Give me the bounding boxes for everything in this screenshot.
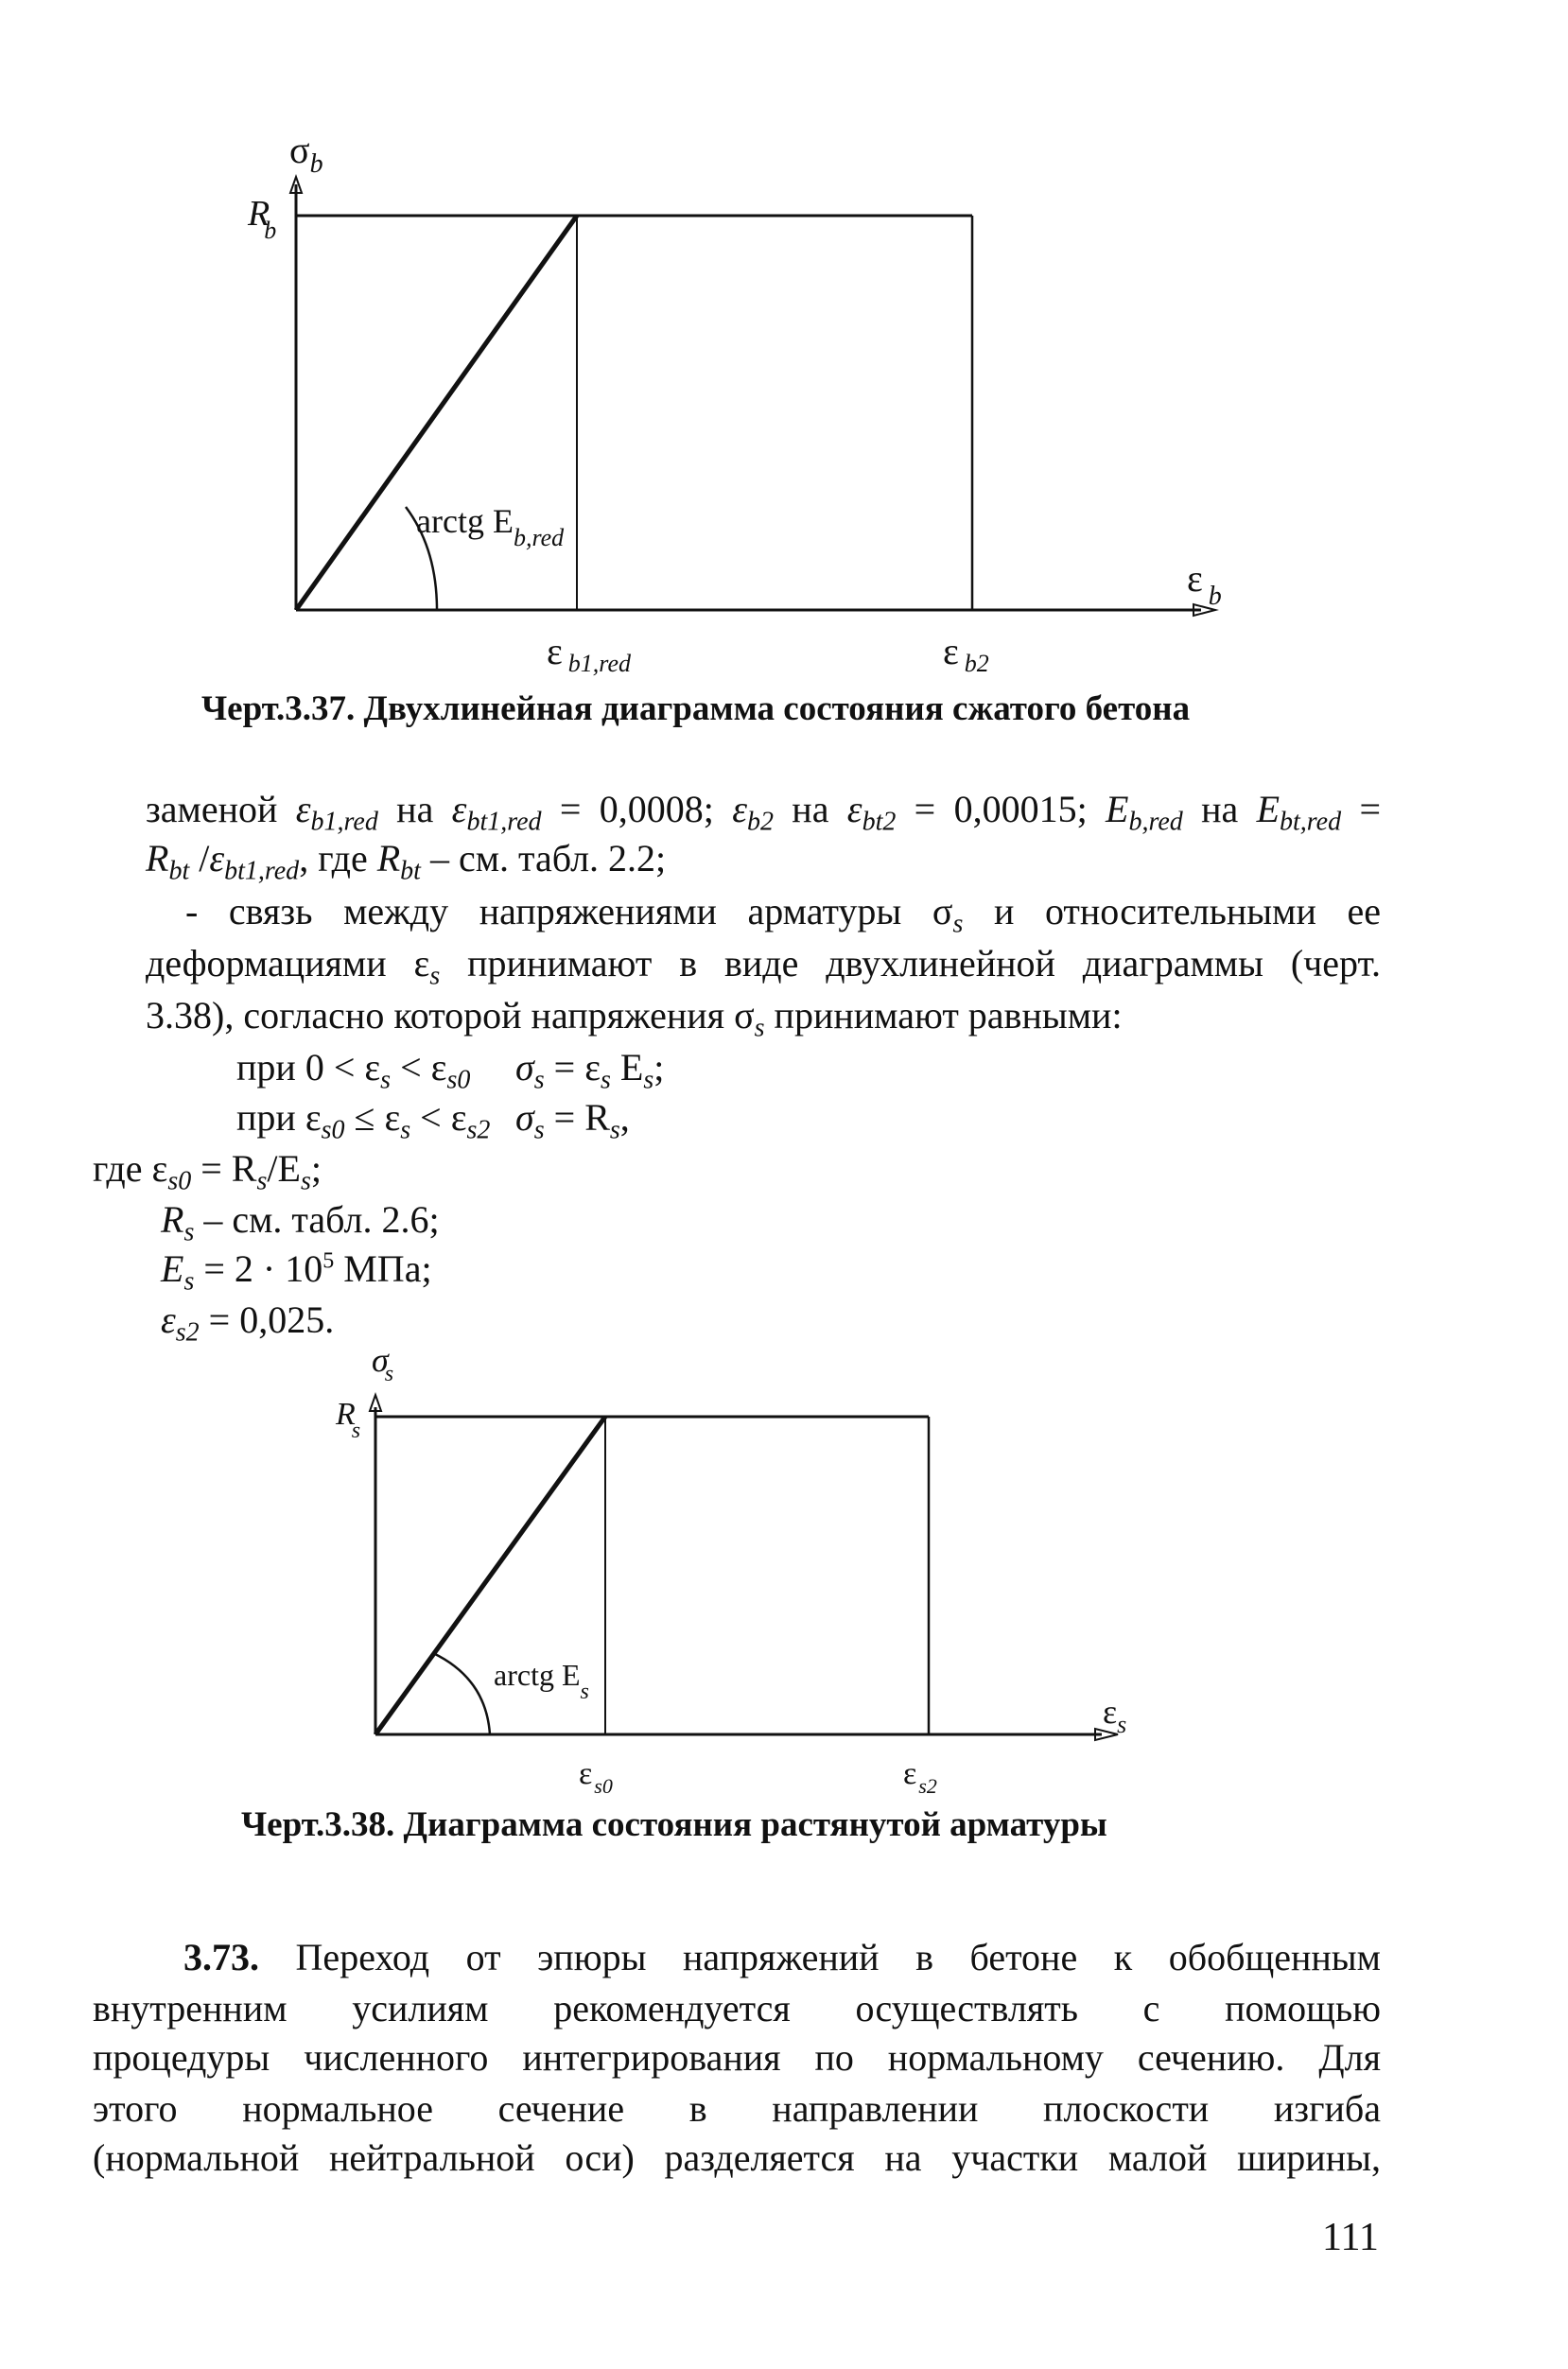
text-line: заменой $\varepsilon_{b1,red}$ на $\varepsilon_{bt1,red} = 0,0008$; $\varepsilon_{b2}$ на $\varepsilon_{bt2} = 0,00015$; $E_{b,red}$ на $E_{bt,red}$ =: [146, 788, 1382, 837]
x-tick-eb1red: ε $_{b1,red}$: [547, 630, 631, 677]
text-line: деформациями $\varepsilon_s$ принимают в виде двухлинейной диаграммы (черт.: [146, 942, 1381, 991]
page-number: 111: [1322, 2216, 1379, 2259]
formula-line: $\varepsilon_{s2} = 0,025$.: [161, 1298, 335, 1348]
formula-line: $R_s$ – см. табл. 2.6;: [161, 1198, 440, 1247]
x-tick-es0: $\varepsilon_{s0}$: [579, 1756, 613, 1797]
text-line: 3.73. Переход от эпюры напряжений в бетоне к обобщенным: [183, 1936, 1381, 1978]
formula-line: $\sigma_s = R_s$,: [515, 1096, 630, 1145]
text-line: этого нормальное сечение в направлении плоскости изгиба: [93, 2087, 1381, 2130]
formula-line: при $0 < \varepsilon_s < \varepsilon_{s0}$: [236, 1046, 471, 1095]
angle-label: arctg $E_s$: [494, 1658, 589, 1704]
formula-line: $\sigma_s = \varepsilon_s$ $E_s$;: [515, 1046, 665, 1095]
y-level-label: Rb: [248, 194, 277, 244]
text-line: $R_{bt}$ $/\varepsilon_{bt1,red}$, где $R_{bt}$ – см. табл. 2.2;: [146, 837, 667, 886]
formula-line: при $\varepsilon_{s0} \le \varepsilon_s < \varepsilon_{s2}$: [236, 1096, 491, 1145]
x-tick-eb2: ε $_{b2}$: [943, 630, 989, 677]
section-number: 3.73.: [183, 1936, 259, 1978]
formula-line: где $\varepsilon_{s0} = R_s/E_s$;: [93, 1147, 322, 1196]
text-line: (нормальной нейтральной оси) разделяется на участки малой ширины,: [93, 2136, 1381, 2179]
text-line: 3.38), согласно которой напряжения $\sigma_s$ принимают равными:: [146, 994, 1123, 1043]
text-line: процедуры численного интегрирования по нормальному сечению. Для: [93, 2036, 1381, 2079]
x-tick-es2: $\varepsilon_{s2}$: [903, 1756, 937, 1797]
y-axis-label: $\sigma_b$: [289, 129, 323, 179]
angle-label: arctg $E_{b,red}$: [416, 502, 565, 551]
y-axis-label: σs: [372, 1341, 394, 1386]
y-level-label: Rs: [336, 1397, 361, 1443]
x-axis-label: $\varepsilon_s$: [1103, 1693, 1127, 1738]
figure-caption-3-38: Черт.3.38. Диаграмма состояния растянутой арматуры: [241, 1805, 1107, 1844]
text-line: внутренним усилиям рекомендуется осуществлять с помощью: [93, 1987, 1381, 2029]
x-axis-label: ε $_b$: [1187, 557, 1222, 611]
text-line: - связь между напряжениями арматуры $\sigma_s$ и относительными ее: [185, 890, 1381, 939]
tensile-reinforcement-diagram: [0, 1324, 1568, 1797]
formula-line: $E_s = 2 \cdot 10^5$ МПа;: [161, 1247, 432, 1297]
compressed-concrete-diagram: [0, 0, 1568, 700]
figure-caption-3-37: Черт.3.37. Двухлинейная диаграмма состояния сжатого бетона: [201, 689, 1191, 728]
